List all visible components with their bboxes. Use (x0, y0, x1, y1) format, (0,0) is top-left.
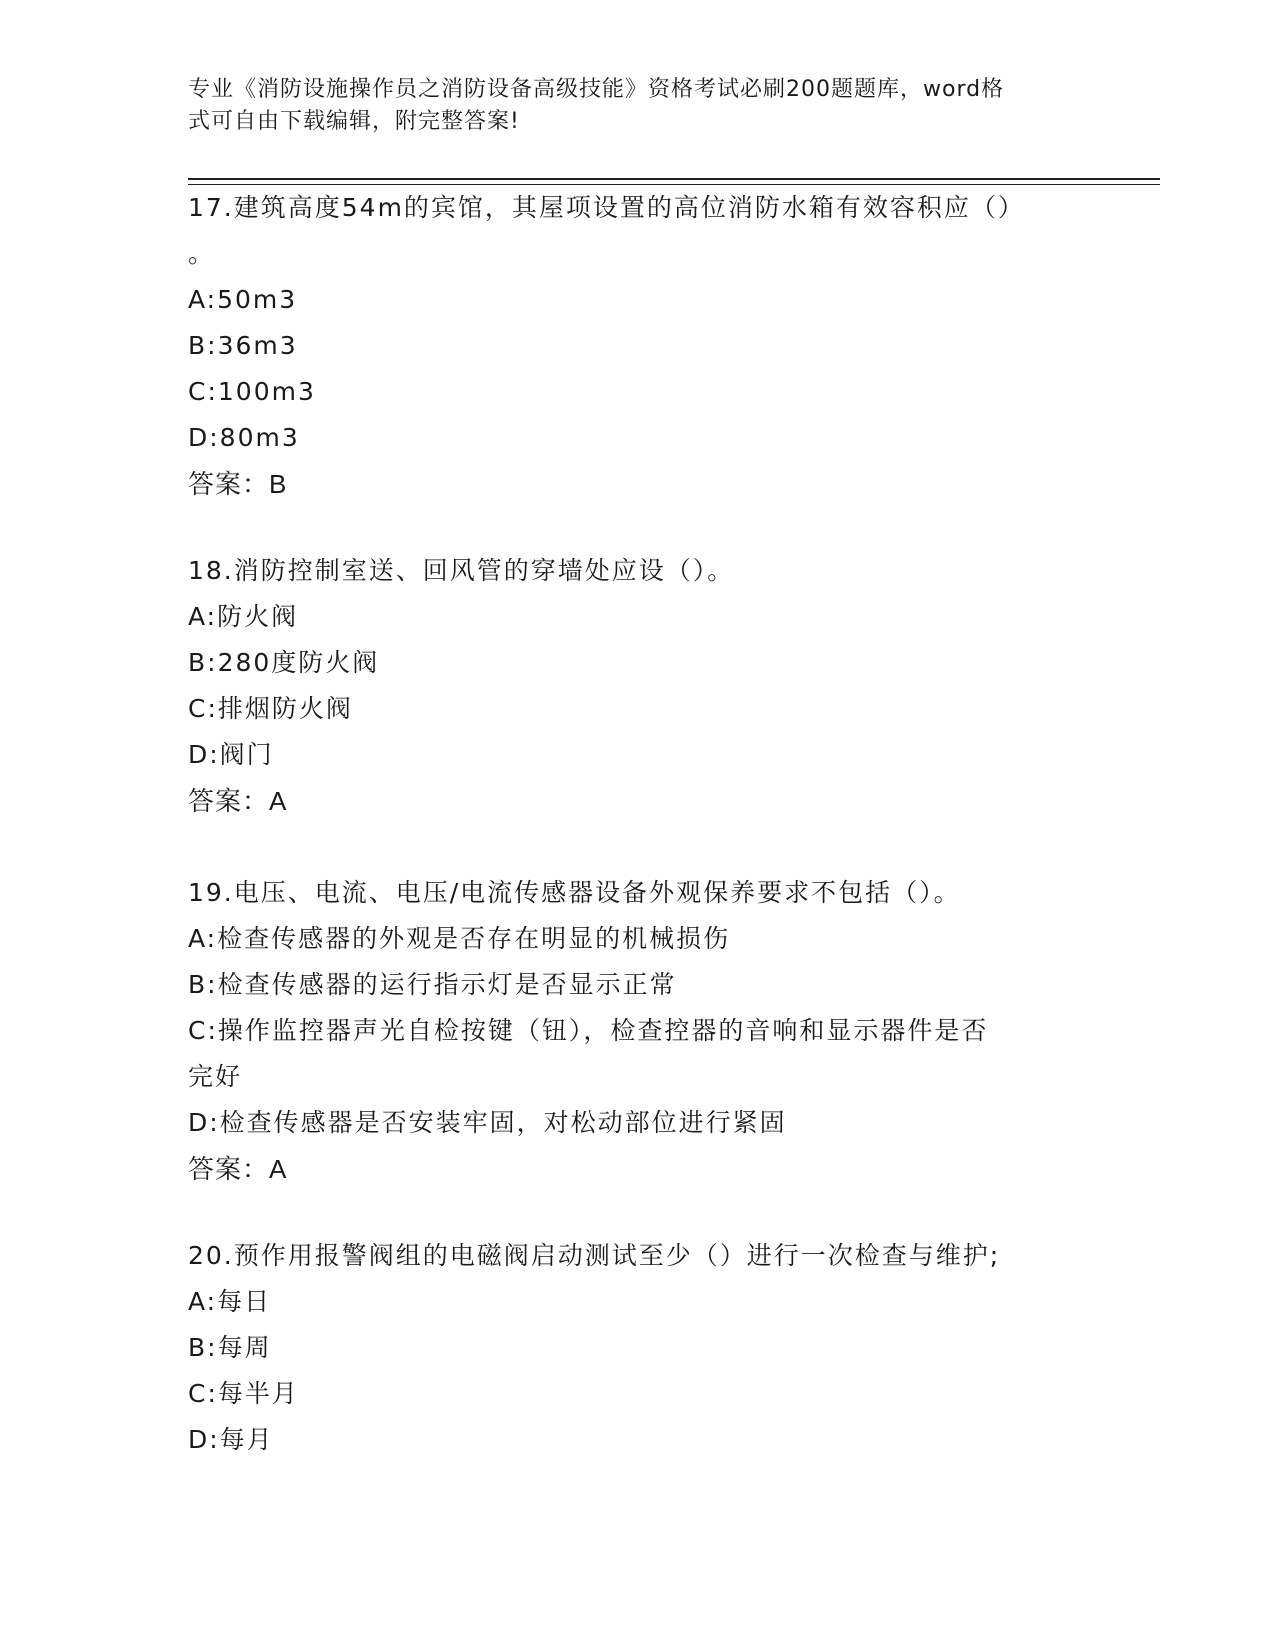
question-20 (188, 1233, 1088, 1463)
option-c: C:排烟防火阀 (188, 694, 353, 723)
answer-label: 答案：B (188, 469, 288, 499)
answer-label: 答案：A (188, 786, 288, 816)
document-header (188, 74, 1088, 138)
option-a: A:检查传感器的外观是否存在明显的机械损伤 (188, 924, 731, 953)
question-18 (188, 548, 1088, 824)
question-stem: 18.消防控制室送、回风管的穿墙处应设（）。 (188, 556, 735, 585)
option-d: D:阀门 (188, 740, 274, 769)
option-c: C:100m3 (188, 377, 316, 406)
option-c-continued: 完好 (188, 1062, 243, 1091)
header-divider-thick (188, 178, 1160, 180)
option-a: A:50m3 (188, 285, 298, 314)
question-stem: 19.电压、电流、电压/电流传感器设备外观保养要求不包括（）。 (188, 878, 961, 907)
option-c: C:操作监控器声光自检按键（钮），检查控器的音响和显示器件是否 (188, 1016, 989, 1045)
option-b: B:36m3 (188, 331, 298, 360)
option-b: B:280度防火阀 (188, 648, 380, 677)
option-a: A:防火阀 (188, 602, 299, 631)
answer-label: 答案：A (188, 1154, 288, 1184)
question-17 (188, 185, 1088, 507)
option-d: D:每月 (188, 1425, 274, 1454)
question-stem: 20.预作用报警阀组的电磁阀启动测试至少（）进行一次检查与维护; (188, 1241, 1001, 1270)
option-b: B:检查传感器的运行指示灯是否显示正常 (188, 970, 677, 999)
question-stem: 17.建筑高度54m的宾馆，其屋项设置的高位消防水箱有效容积应（） (188, 193, 1025, 222)
header-line-1: 专业《消防设施操作员之消防设备高级技能》资格考试必刷200题题库，word格 (188, 77, 1005, 102)
question-19 (188, 870, 1088, 1192)
option-d: D:80m3 (188, 423, 300, 452)
option-d: D:检查传感器是否安装牢固，对松动部位进行紧固 (188, 1108, 787, 1137)
question-stem-continued: 。 (188, 239, 216, 268)
option-a: A:每日 (188, 1287, 272, 1316)
option-b: B:每周 (188, 1333, 272, 1362)
header-line-2: 式可自由下载编辑，附完整答案! (188, 109, 520, 134)
option-c: C:每半月 (188, 1379, 299, 1408)
